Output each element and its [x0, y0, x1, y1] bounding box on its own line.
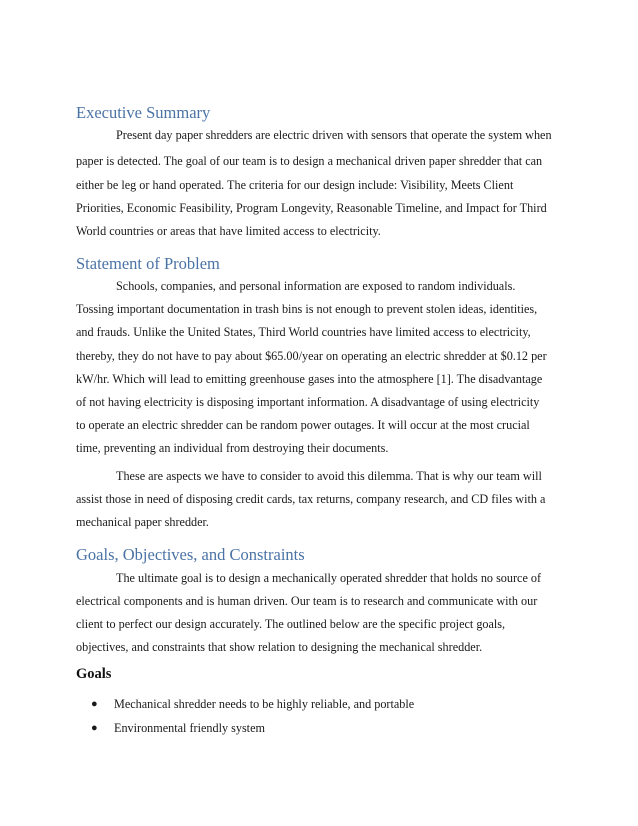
goc-line-2: electrical components and is human driven. Our team is to research and communicate with our [76, 594, 538, 608]
problem-p1-line-6: of not having electricity is disposing important information. A disadvantage of using electricity [76, 395, 540, 409]
problem-p1-line-4: thereby, they do not have to pay about $65.00/year on operating an electric shredder at $0.12 per [76, 349, 547, 363]
executive-summary-line-4: Priorities, Economic Feasibility, Program Longevity, Reasonable Timeline, and Impact for Third [76, 201, 547, 215]
problem-p1-line-2: Tossing important documentation in trash bins is not enough to prevent stolen ideas, identities, [76, 302, 538, 316]
problem-p1-line-8: time, preventing an individual from destroying their documents. [76, 441, 389, 455]
problem-p2-line-3: mechanical paper shredder. [76, 515, 209, 529]
problem-p2-line-1: These are aspects we have to consider to avoid this dilemma. That is why our team will [116, 469, 542, 483]
executive-summary-line-1: Present day paper shredders are electric driven with sensors that operate the system when [116, 128, 552, 142]
problem-p1-line-7: to operate an electric shredder can be random power outages. It will occur at the most crucial [76, 418, 530, 432]
goals-item-2: Environmental friendly system [114, 721, 265, 735]
bullet-icon: ● [91, 722, 98, 734]
problem-p1-line-5: kW/hr. Which will lead to emitting greenhouse gases into the atmosphere [1]. The disadvantage [76, 372, 543, 386]
executive-summary-line-5: World countries or areas that have limited access to electricity. [76, 224, 381, 238]
goc-line-3: client to perfect our design accurately. The outlined below are the specific project goals, [76, 617, 506, 631]
goc-line-4: objectives, and constraints that show relation to designing the mechanical shredder. [76, 640, 483, 654]
executive-summary-line-3: either be leg or hand operated. The criteria for our design include: Visibility, Meets Client [76, 178, 514, 192]
executive-summary-line-2: paper is detected. The goal of our team is to design a mechanical driven paper shredder that can [76, 154, 543, 168]
goc-line-1: The ultimate goal is to design a mechanically operated shredder that holds no source of [116, 571, 542, 585]
problem-p1-line-1: Schools, companies, and personal information are exposed to random individuals. [116, 279, 516, 293]
bullet-icon: ● [91, 698, 98, 710]
problem-p1-line-3: and frauds. Unlike the United States, Third World countries have limited access to electricity, [76, 325, 531, 339]
goals-item-1: Mechanical shredder needs to be highly reliable, and portable [114, 697, 415, 711]
goals-heading: Goals [76, 666, 112, 682]
statement-of-problem-heading: Statement of Problem [76, 254, 220, 273]
problem-p2-line-2: assist those in need of disposing credit cards, tax returns, company research, and CD files with a [76, 492, 546, 506]
goals-objectives-constraints-heading: Goals, Objectives, and Constraints [76, 545, 305, 564]
executive-summary-heading: Executive Summary [76, 103, 211, 122]
